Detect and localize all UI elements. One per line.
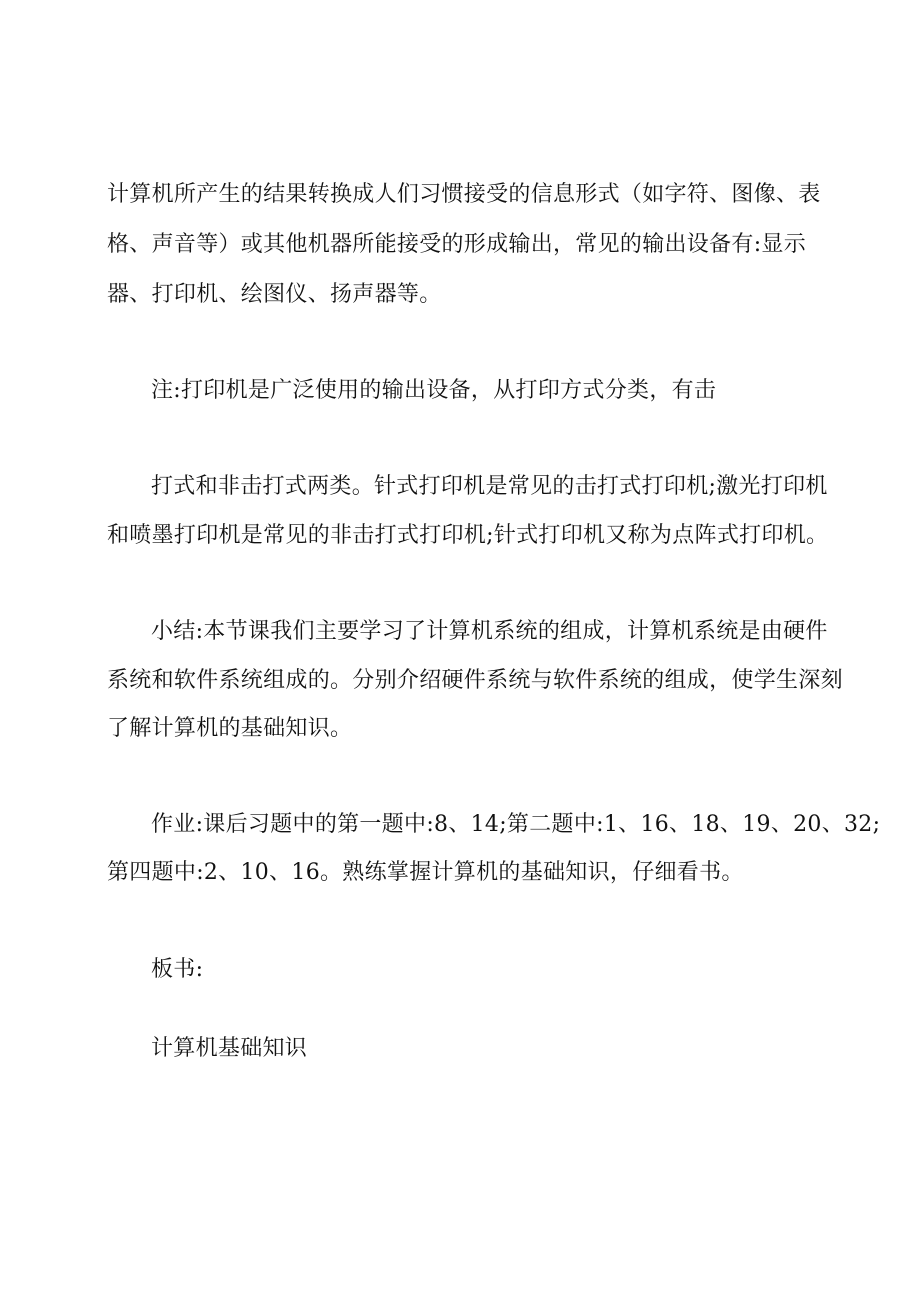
output-device-paragraph-line-1: 计算机所产生的结果转换成人们习惯接受的信息形式（如字符、图像、表 xyxy=(107,182,821,207)
summary-paragraph-line-1: 小结:本节课我们主要学习了计算机系统的组成，计算机系统是由硬件 xyxy=(151,619,828,644)
homework-paragraph-line-2: 第四题中:2、10、16。熟练掌握计算机的基础知识，仔细看书。 xyxy=(107,860,744,885)
printer-types-paragraph-line-1: 打式和非击打式两类。针式打印机是常见的击打式打印机;激光打印机 xyxy=(151,474,828,499)
output-device-paragraph-line-3: 器、打印机、绘图仪、扬声器等。 xyxy=(107,282,442,307)
summary-paragraph-line-3: 了解计算机的基础知识。 xyxy=(107,716,353,741)
printer-types-paragraph-line-2: 和喷墨打印机是常见的非击打式打印机;针式打印机又称为点阵式打印机。 xyxy=(107,523,829,548)
blackboard-title: 计算机基础知识 xyxy=(151,1036,308,1061)
homework-paragraph-line-1: 作业:课后习题中的第一题中:8、14;第二题中:1、16、18、19、20、32; xyxy=(151,812,881,837)
output-device-paragraph-line-2: 格、声音等）或其他机器所能接受的形成输出，常见的输出设备有:显示 xyxy=(107,232,807,257)
summary-paragraph-line-2: 系统和软件系统组成的。分别介绍硬件系统与软件系统的组成，使学生深刻 xyxy=(107,668,843,693)
blackboard-label: 板书: xyxy=(151,957,204,982)
note-paragraph-line-1: 注:打印机是广泛使用的输出设备，从打印方式分类，有击 xyxy=(151,378,717,403)
